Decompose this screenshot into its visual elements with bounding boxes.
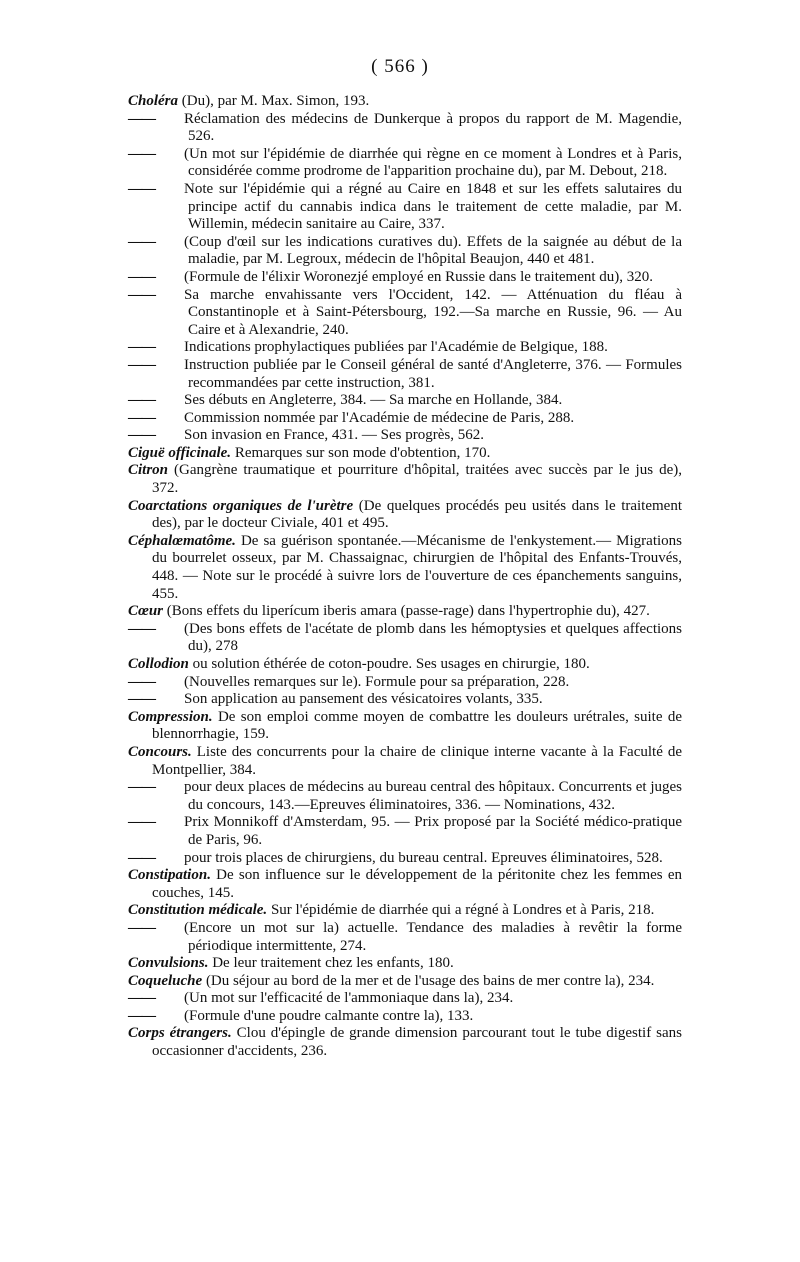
index-entry bbox=[128, 955, 682, 973]
entry-term: Cœur bbox=[128, 603, 164, 620]
entry-text: De son influence sur le développement de la péritonite chez les femmes en couches, 145. bbox=[152, 867, 682, 901]
index-entry bbox=[128, 357, 682, 392]
entry-term: Coarctations organiques de l'urètre bbox=[128, 497, 354, 514]
entry-text: De son emploi comme moyen de combattre les douleurs urétrales, suite de blennorrhagie, 159. bbox=[152, 708, 682, 743]
entry-ditto-dash: —— bbox=[128, 339, 154, 356]
index-entry bbox=[128, 656, 682, 674]
entry-ditto-dash: —— bbox=[128, 409, 154, 426]
entry-term: Céphalœmatôme. bbox=[128, 532, 236, 549]
index-entry bbox=[128, 814, 682, 849]
index-entry bbox=[128, 498, 682, 533]
entry-term: Coqueluche bbox=[128, 972, 203, 989]
entry-term: Constitution médicale. bbox=[128, 902, 268, 919]
entry-text: Commission nommée par l'Académie de médecine de Paris, 288. bbox=[184, 409, 575, 426]
index-entry bbox=[128, 111, 682, 146]
entry-text: Instruction publiée par le Conseil général de santé d'Angleterre, 376. — Formules recommandées par cette instruction, 381. bbox=[184, 356, 682, 391]
entry-text: De sa guérison spontanée.—Mécanisme de l'enkystement.— Migrations du bourrelet osseux, par M. Chassaignac, chirurgien de l'hôpital des Enfants-Trouvés, 448. — Note sur le procédé à suivre lors de l'ouverture de ces épanchements sanguins, 455. bbox=[152, 532, 682, 602]
entry-text: Liste des concurrents pour la chaire de clinique interne vacante à la Faculté de Montpellier, 384. bbox=[152, 743, 682, 778]
entry-text: Indications prophylactiques publiées par l'Académie de Belgique, 188. bbox=[184, 339, 608, 356]
entry-ditto-dash: —— bbox=[128, 356, 154, 373]
index-entry bbox=[128, 920, 682, 955]
entry-ditto-dash: —— bbox=[128, 427, 154, 444]
entry-text: Note sur l'épidémie qui a régné au Caire en 1848 et sur les effets salutaires du principe actif du cannabis indica dans le traitement de cette maladie, par M. Willemin, médecin sanitaire au Caire, 337. bbox=[184, 180, 682, 233]
entry-text: (Un mot sur l'épidémie de diarrhée qui règne en ce moment à Londres et à Paris, considérée comme prodrome de l'apparition prochaine du), par M. Debout, 218. bbox=[184, 145, 682, 180]
entry-ditto-dash: —— bbox=[128, 110, 154, 127]
entry-text: (Du), par M. Max. Simon, 193. bbox=[178, 93, 370, 109]
entry-term: Collodion bbox=[128, 656, 189, 672]
index-entry bbox=[128, 1008, 682, 1026]
entry-term: Concours. bbox=[128, 743, 192, 760]
entry-ditto-dash: —— bbox=[128, 268, 154, 285]
entry-ditto-dash: —— bbox=[128, 392, 154, 409]
index-entry bbox=[128, 902, 682, 920]
entry-term: Compression. bbox=[128, 708, 213, 725]
entry-term: Corps étrangers. bbox=[128, 1025, 232, 1042]
entry-text: (Nouvelles remarques sur le). Formule pour sa préparation, 228. bbox=[184, 673, 570, 690]
entry-term: Citron bbox=[128, 462, 169, 479]
index-entry bbox=[128, 392, 682, 410]
index-entry bbox=[128, 427, 682, 445]
index-entry bbox=[128, 445, 682, 463]
entry-text: Sa marche envahissante vers l'Occident, 142. — Atténuation du fléau à Constantinople et à Saint-Pétersbourg, 192.—Sa marche en Russie, 96. — Au Caire et à Alexandrie, 240. bbox=[184, 286, 682, 338]
entry-term: Convulsions. bbox=[128, 955, 209, 972]
entry-text: (Un mot sur l'efficacité de l'ammoniaque dans la), 234. bbox=[184, 990, 514, 1007]
entry-ditto-dash: —— bbox=[128, 673, 154, 690]
entry-text: Son invasion en France, 431. — Ses progrès, 562. bbox=[184, 427, 484, 444]
index-entry bbox=[128, 234, 682, 269]
index-entry bbox=[128, 779, 682, 814]
index-entry bbox=[128, 744, 682, 779]
entry-text: (Coup d'œil sur les indications curatives du). Effets de la saignée au début de la maladie, par M. Legroux, médecin de l'hôpital Beaujon, 440 et 481. bbox=[184, 233, 682, 268]
entry-text: (Du séjour au bord de la mer et de l'usage des bains de mer contre la), 234. bbox=[202, 972, 655, 989]
index-entry bbox=[128, 533, 682, 603]
entry-ditto-dash: —— bbox=[128, 180, 154, 197]
index-entry bbox=[128, 709, 682, 744]
index-entry bbox=[128, 1025, 682, 1060]
entry-text: (Encore un mot sur la) actuelle. Tendance des maladies à revêtir la forme périodique intermittente, 274. bbox=[184, 919, 682, 954]
entry-text: (Gangrène traumatique et pourriture d'hôpital, traitées avec succès par le jus de), 372. bbox=[152, 462, 682, 497]
entry-text: (Formule d'une poudre calmante contre la), 133. bbox=[184, 1007, 474, 1024]
page-number: ( 566 ) bbox=[371, 56, 429, 77]
index-entry bbox=[128, 462, 682, 497]
entry-text: Remarques sur son mode d'obtention, 170. bbox=[231, 444, 491, 461]
index-entry bbox=[128, 867, 682, 902]
entry-text: pour deux places de médecins au bureau central des hôpitaux. Concurrents et juges du concours, 143.—Epreuves éliminatoires, 336. — Nominations, 432. bbox=[184, 779, 682, 813]
entry-ditto-dash: —— bbox=[128, 286, 154, 303]
index-entry bbox=[128, 146, 682, 181]
index-entry bbox=[128, 603, 682, 621]
index-entry bbox=[128, 691, 682, 709]
entry-text: Prix Monnikoff d'Amsterdam, 95. — Prix proposé par la Société médico-pratique de Paris, 96. bbox=[184, 814, 682, 848]
entry-ditto-dash: —— bbox=[128, 691, 154, 708]
entry-ditto-dash: —— bbox=[128, 779, 154, 796]
entry-ditto-dash: —— bbox=[128, 1007, 154, 1024]
entry-text: (Bons effets du liperícum iberis amara (passe-rage) dans l'hypertrophie du), 427. bbox=[163, 603, 650, 620]
entry-text: Son application au pansement des vésicatoires volants, 335. bbox=[184, 691, 543, 708]
entry-text: De leur traitement chez les enfants, 180. bbox=[208, 955, 454, 972]
entry-ditto-dash: —— bbox=[128, 620, 154, 637]
entry-text: (De quelques procédés peu usités dans le traitement des), par le docteur Civiale, 401 et 495. bbox=[152, 497, 683, 532]
entry-ditto-dash: —— bbox=[128, 849, 154, 866]
index-entry bbox=[128, 674, 682, 692]
entry-term: Choléra bbox=[128, 93, 179, 109]
index-entry bbox=[128, 339, 682, 357]
entry-ditto-dash: —— bbox=[128, 814, 154, 831]
entry-text: Réclamation des médecins de Dunkerque à propos du rapport de M. Magendie, 526. bbox=[184, 110, 682, 145]
index-entry bbox=[128, 181, 682, 234]
entry-text: Clou d'épingle de grande dimension parcourant tout le tube digestif sans occasionner d'accidents, 236. bbox=[152, 1025, 682, 1060]
index-entry bbox=[128, 287, 682, 340]
entry-text: ou solution éthérée de coton-poudre. Ses usages en chirurgie, 180. bbox=[188, 656, 590, 672]
index-entry bbox=[128, 269, 682, 287]
entry-text: pour trois places de chirurgiens, du bureau central. Epreuves éliminatoires, 528. bbox=[184, 849, 663, 866]
entry-ditto-dash: —— bbox=[128, 990, 154, 1007]
entry-ditto-dash: —— bbox=[128, 233, 154, 250]
entry-text: Sur l'épidémie de diarrhée qui a régné à Londres et à Paris, 218. bbox=[267, 902, 655, 919]
index-entry bbox=[128, 621, 682, 656]
index-entry bbox=[128, 93, 682, 111]
index-column bbox=[128, 93, 682, 1061]
entry-text: (Formule de l'élixir Woronezjé employé en Russie dans le traitement du), 320. bbox=[184, 268, 654, 285]
index-entry bbox=[128, 973, 682, 991]
entry-text: Ses débuts en Angleterre, 384. — Sa marche en Hollande, 384. bbox=[184, 392, 563, 409]
index-entry bbox=[128, 990, 682, 1008]
entry-ditto-dash: —— bbox=[128, 919, 154, 936]
index-entry bbox=[128, 850, 682, 868]
entry-ditto-dash: —— bbox=[128, 145, 154, 162]
index-entry bbox=[128, 410, 682, 428]
entry-text: (Des bons effets de l'acétate de plomb dans les hémoptysies et quelques affections du), 278 bbox=[184, 620, 682, 655]
entry-term: Constipation. bbox=[128, 867, 211, 884]
entry-term: Ciguë officinale. bbox=[128, 444, 232, 461]
